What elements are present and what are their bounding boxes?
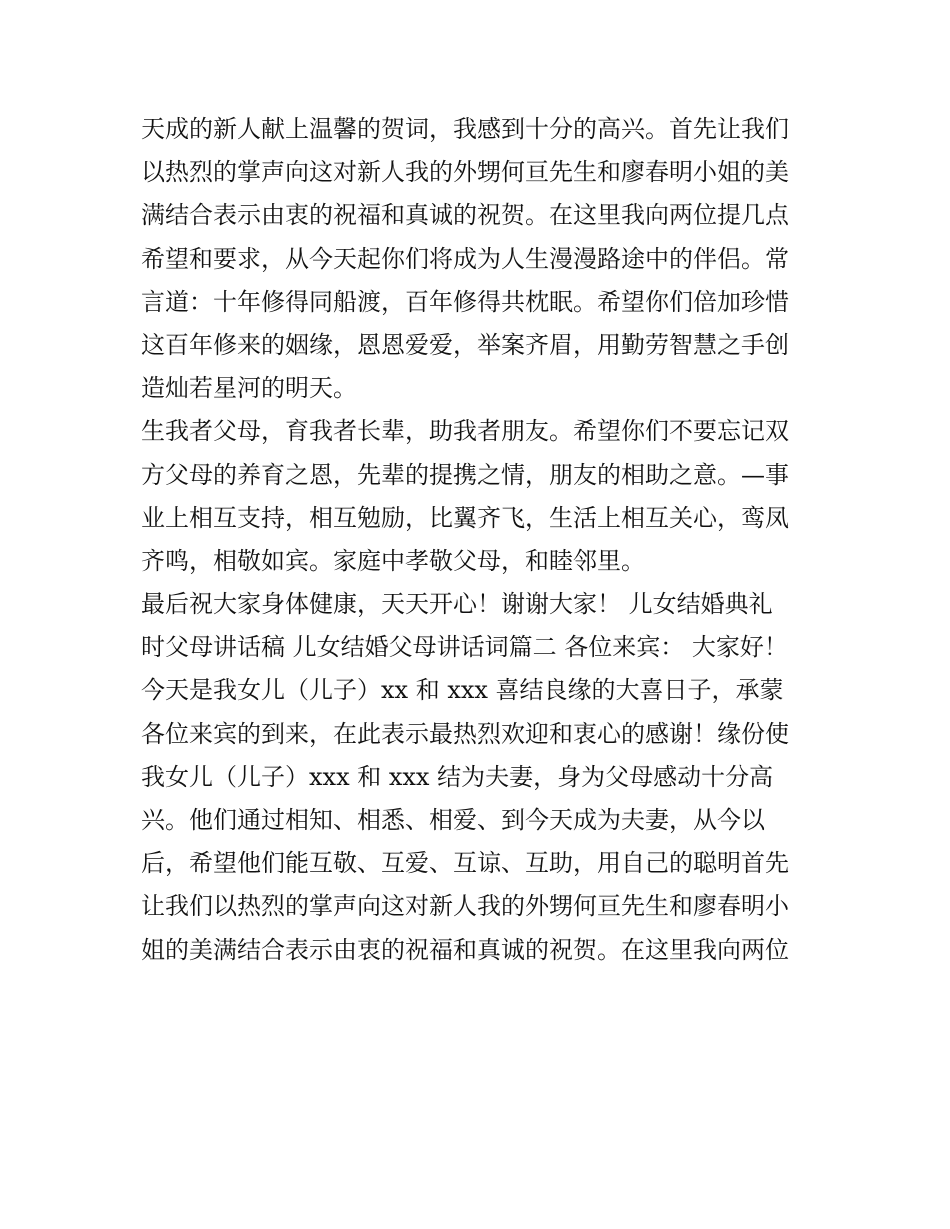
text-line: 天成的新人献上温馨的贺词，我感到十分的高兴。首先让我们 [141, 115, 789, 143]
text-line: 以热烈的掌声向这对新人我的外甥何亘先生和廖春明小姐的美 [141, 158, 789, 187]
text-line: 时父母讲话稿 儿女结婚父母讲话词篇二 各位来宾： 大家好！ [141, 633, 788, 662]
text-line: 后，希望他们能互敬、互爱、互谅、互助，用自己的聪明首先 [141, 849, 789, 878]
text-line: 业上相互支持，相互勉励，比翼齐飞，生活上相互关心，鸾凤 [141, 503, 789, 532]
text-line: 各位来宾的到来，在此表示最热烈欢迎和衷心的感谢！缘份使 [141, 719, 789, 748]
text-line: 这百年修来的姻缘，恩恩爱爱，举案齐眉，用勤劳智慧之手创 [141, 330, 789, 359]
text-line: 最后祝大家身体健康，天天开心！谢谢大家！ 儿女结婚典礼 [141, 590, 773, 619]
text-line: 兴。他们通过相知、相悉、相爱、到今天成为夫妻，从今以 [141, 806, 765, 834]
text-line: 满结合表示由衷的祝福和真诚的祝贺。在这里我向两位提几点 [141, 201, 789, 230]
text-line: 姐的美满结合表示由衷的祝福和真诚的祝贺。在这里我向两位 [141, 935, 789, 964]
text-line: 方父母的养育之恩，先辈的提携之情，朋友的相助之意。—事 [141, 460, 789, 489]
text-line: 造灿若星河的明天。 [141, 374, 357, 403]
text-line: 希望和要求，从今天起你们将成为人生漫漫路途中的伴侣。常 [141, 244, 789, 273]
text-line: 今天是我女儿（儿子）xx 和 xxx 喜结良缘的大喜日子，承蒙 [141, 676, 784, 705]
text-line: 让我们以热烈的掌声向这对新人我的外甥何亘先生和廖春明小 [141, 892, 789, 921]
text-line: 齐鸣，相敬如宾。家庭中孝敬父母，和睦邻里。 [141, 546, 645, 575]
body-text [141, 108, 831, 972]
text-line: 言道：十年修得同船渡，百年修得共枕眠。希望你们倍加珍惜 [141, 287, 789, 316]
text-line: 我女儿（儿子）xxx 和 xxx 结为夫妻，身为父母感动十分高 [141, 762, 774, 791]
text-line: 生我者父母，育我者长辈，助我者朋友。希望你们不要忘记双 [141, 417, 789, 446]
